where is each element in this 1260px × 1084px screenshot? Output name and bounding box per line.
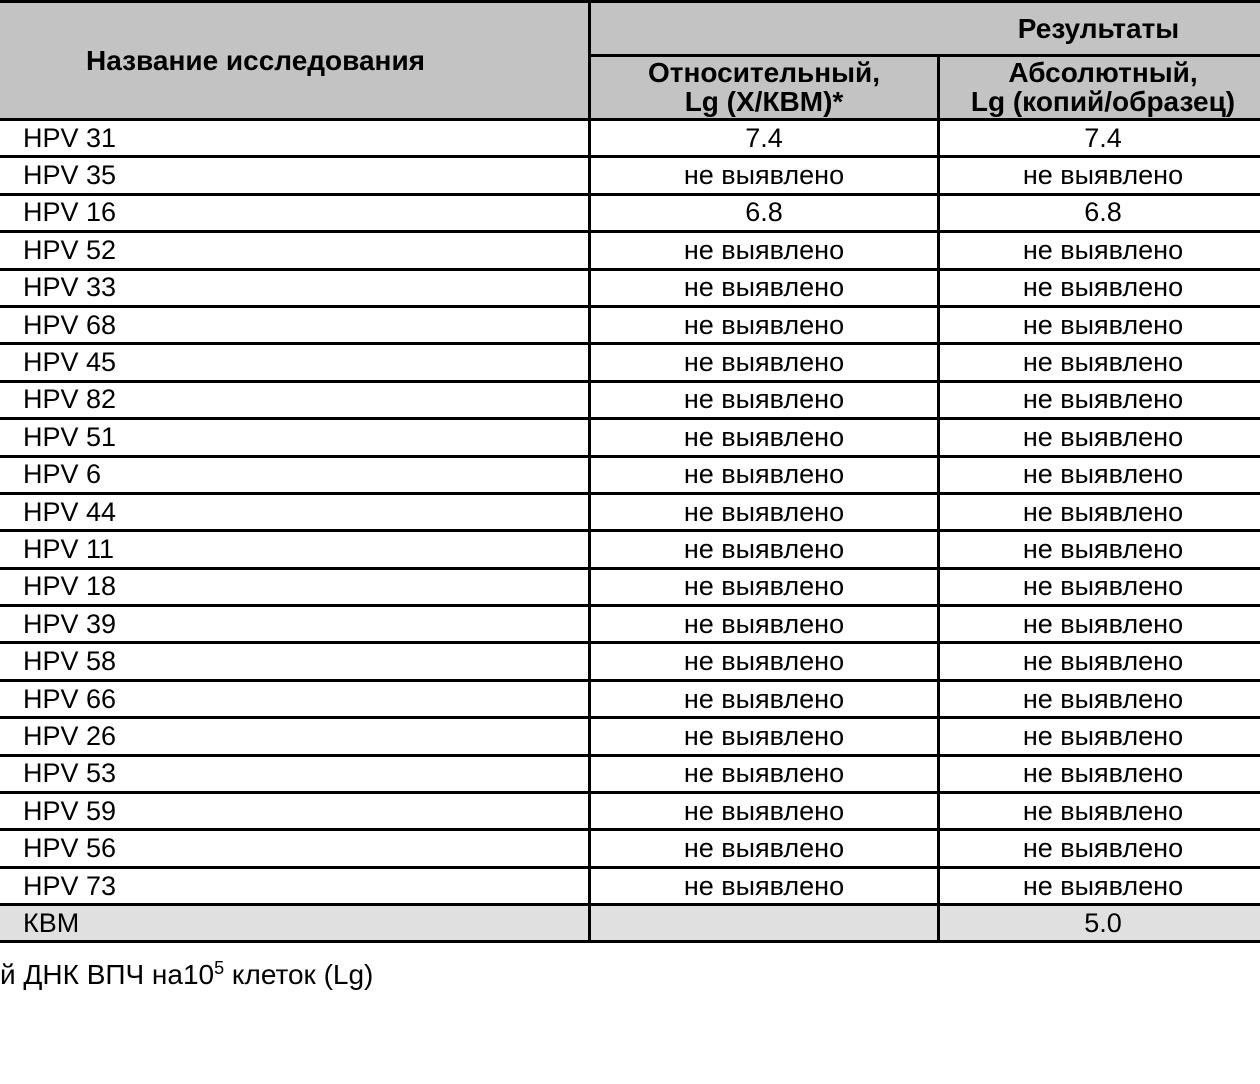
- table-row: [0, 232, 1260, 269]
- relative-result-cell: не выявлено: [590, 793, 939, 830]
- kvm-row: [0, 905, 1260, 942]
- absolute-result-cell: не выявлено: [939, 232, 1260, 269]
- relative-result-cell: 6.8: [590, 194, 939, 231]
- relative-result-cell: не выявлено: [590, 493, 939, 530]
- absolute-result-cell: не выявлено: [939, 269, 1260, 306]
- relative-result-cell: 7.4: [590, 120, 939, 157]
- footnote-superscript: 5: [214, 958, 225, 979]
- absolute-result-cell: не выявлено: [939, 419, 1260, 456]
- study-name-cell: HPV 44: [0, 493, 590, 530]
- relative-result-cell: не выявлено: [590, 419, 939, 456]
- study-name-cell: КВМ: [0, 905, 590, 942]
- absolute-result-cell: 6.8: [939, 194, 1260, 231]
- study-name-cell: HPV 51: [0, 419, 590, 456]
- absolute-result-cell: не выявлено: [939, 568, 1260, 605]
- absolute-result-cell: не выявлено: [939, 493, 1260, 530]
- table-row: [0, 194, 1260, 231]
- absolute-result-cell: не выявлено: [939, 718, 1260, 755]
- relative-result-cell: не выявлено: [590, 306, 939, 343]
- relative-header-line2: Lg (Х/КВМ)*: [684, 86, 844, 117]
- study-name-cell: HPV 73: [0, 867, 590, 904]
- relative-result-cell: не выявлено: [590, 381, 939, 418]
- column-header-absolute: [939, 56, 1260, 120]
- relative-result-cell: не выявлено: [590, 606, 939, 643]
- absolute-result-cell: не выявлено: [939, 867, 1260, 904]
- column-header-study-name: Название исследования: [0, 2, 590, 120]
- study-name-cell: HPV 53: [0, 755, 590, 792]
- table-row: [0, 456, 1260, 493]
- absolute-result-cell: не выявлено: [939, 381, 1260, 418]
- relative-result-cell: не выявлено: [590, 531, 939, 568]
- study-name-cell: HPV 58: [0, 643, 590, 680]
- table-row: [0, 643, 1260, 680]
- table-row: [0, 381, 1260, 418]
- study-name-cell: HPV 66: [0, 680, 590, 717]
- relative-result-cell: не выявлено: [590, 643, 939, 680]
- column-header-relative: [590, 56, 939, 120]
- study-name-cell: HPV 33: [0, 269, 590, 306]
- absolute-result-cell: не выявлено: [939, 531, 1260, 568]
- table-row: [0, 419, 1260, 456]
- footnote: [0, 959, 1260, 991]
- table-row: [0, 344, 1260, 381]
- table-row: [0, 306, 1260, 343]
- absolute-result-cell: не выявлено: [939, 157, 1260, 194]
- table-row: [0, 120, 1260, 157]
- study-name-cell: HPV 68: [0, 306, 590, 343]
- table-row: [0, 830, 1260, 867]
- absolute-result-cell: 5.0: [939, 905, 1260, 942]
- relative-result-cell: [590, 905, 939, 942]
- results-table-body: [0, 120, 1260, 942]
- table-row: [0, 269, 1260, 306]
- table-row: [0, 568, 1260, 605]
- relative-result-cell: не выявлено: [590, 157, 939, 194]
- relative-result-cell: не выявлено: [590, 718, 939, 755]
- relative-result-cell: не выявлено: [590, 867, 939, 904]
- relative-result-cell: не выявлено: [590, 344, 939, 381]
- absolute-result-cell: не выявлено: [939, 344, 1260, 381]
- table-row: [0, 755, 1260, 792]
- table-row: [0, 531, 1260, 568]
- relative-result-cell: не выявлено: [590, 232, 939, 269]
- results-table-header: [0, 2, 1260, 120]
- column-group-header-results: Результаты: [590, 2, 1260, 56]
- absolute-header-line2: Lg (копий/образец): [970, 86, 1236, 117]
- absolute-result-cell: 7.4: [939, 120, 1260, 157]
- absolute-result-cell: не выявлено: [939, 755, 1260, 792]
- study-name-cell: HPV 16: [0, 194, 590, 231]
- table-row: [0, 493, 1260, 530]
- footnote-text-prefix: й ДНК ВПЧ на10: [0, 959, 215, 991]
- absolute-result-cell: не выявлено: [939, 456, 1260, 493]
- study-name-cell: HPV 39: [0, 606, 590, 643]
- absolute-result-cell: не выявлено: [939, 830, 1260, 867]
- table-row: [0, 718, 1260, 755]
- study-name-cell: HPV 82: [0, 381, 590, 418]
- relative-result-cell: не выявлено: [590, 568, 939, 605]
- study-name-cell: HPV 6: [0, 456, 590, 493]
- relative-result-cell: не выявлено: [590, 755, 939, 792]
- absolute-result-cell: не выявлено: [939, 793, 1260, 830]
- study-name-cell: HPV 18: [0, 568, 590, 605]
- absolute-result-cell: не выявлено: [939, 643, 1260, 680]
- relative-result-cell: не выявлено: [590, 456, 939, 493]
- study-name-cell: HPV 56: [0, 830, 590, 867]
- table-row: [0, 867, 1260, 904]
- study-name-cell: HPV 45: [0, 344, 590, 381]
- study-name-cell: HPV 31: [0, 120, 590, 157]
- relative-result-cell: не выявлено: [590, 830, 939, 867]
- footnote-text-suffix: клеток (Lg): [224, 959, 374, 991]
- absolute-result-cell: не выявлено: [939, 306, 1260, 343]
- study-name-cell: HPV 35: [0, 157, 590, 194]
- absolute-header-line1: Абсолютный,: [1008, 57, 1198, 88]
- relative-result-cell: не выявлено: [590, 680, 939, 717]
- study-name-cell: HPV 11: [0, 531, 590, 568]
- table-row: [0, 606, 1260, 643]
- study-name-cell: HPV 52: [0, 232, 590, 269]
- absolute-result-cell: не выявлено: [939, 606, 1260, 643]
- relative-header-line1: Относительный,: [647, 57, 881, 88]
- table-row: [0, 680, 1260, 717]
- study-name-cell: HPV 59: [0, 793, 590, 830]
- absolute-result-cell: не выявлено: [939, 680, 1260, 717]
- study-name-cell: HPV 26: [0, 718, 590, 755]
- relative-result-cell: не выявлено: [590, 269, 939, 306]
- table-row: [0, 793, 1260, 830]
- table-row: [0, 157, 1260, 194]
